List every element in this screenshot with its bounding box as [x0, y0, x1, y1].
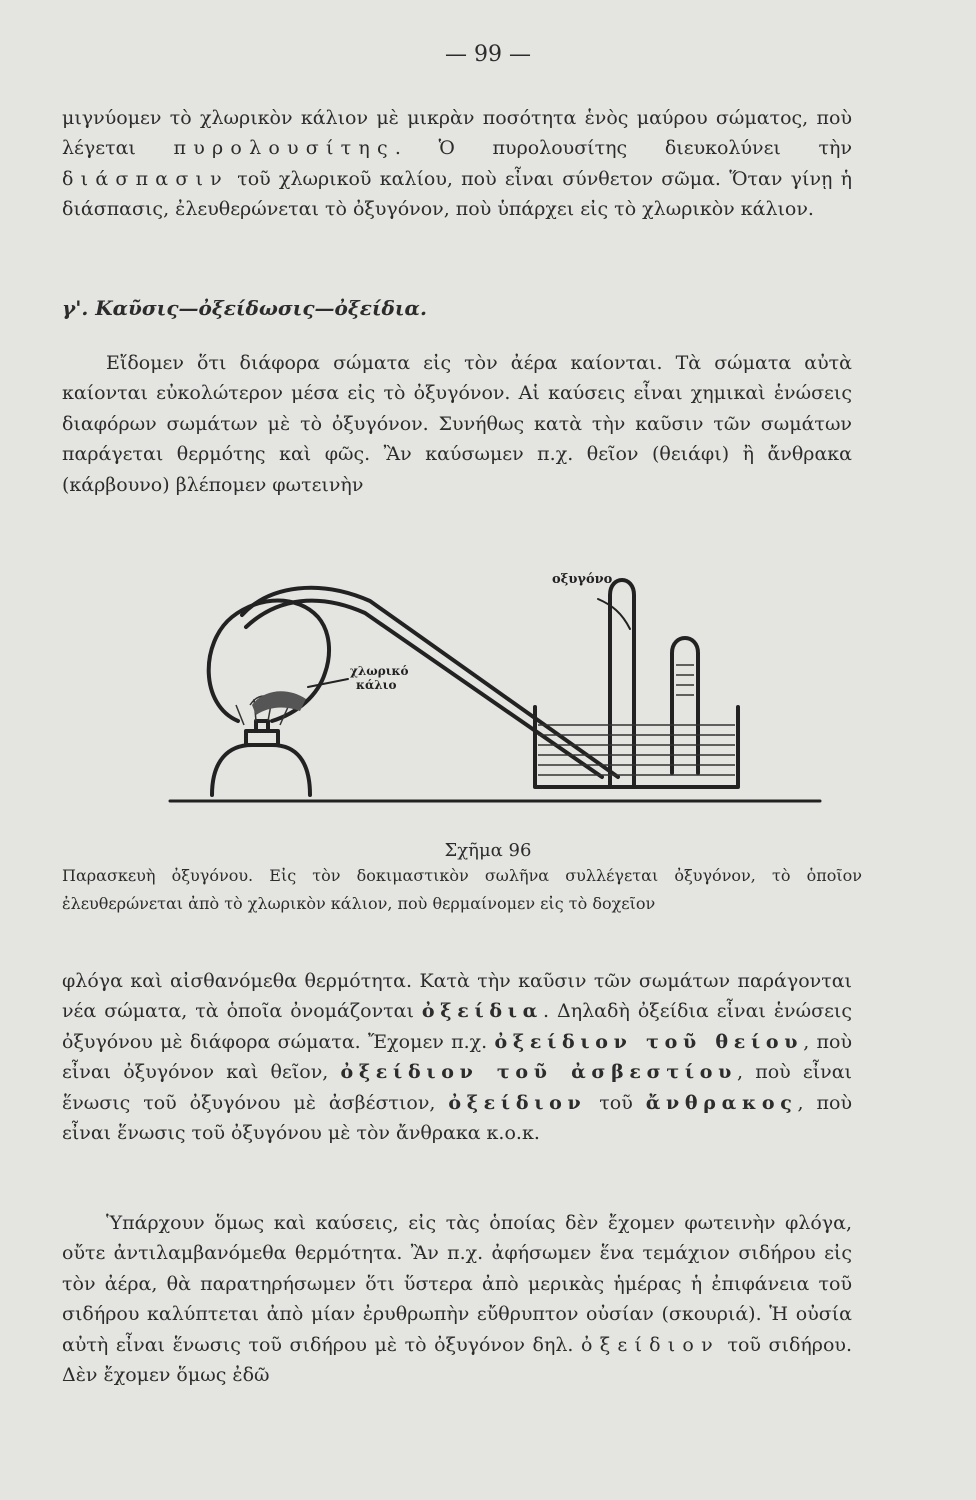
para4-text-b: τοῦ σιδήρου. Δὲν ἔχομεν ὅμως ἐδῶ — [62, 1333, 852, 1387]
para3-text-f: , ποὺ εἶναι ἕνωσις τοῦ ὀξυγόνου μὲ τὸν ἄνθρακα κ.ο.κ. — [62, 1091, 852, 1145]
page-number: — 99 — — [445, 42, 531, 67]
water-lines — [538, 665, 735, 775]
term-decomposition: διάσπασιν — [62, 167, 229, 190]
para3-text-d: , ποὺ εἶναι ἕνωσις τοῦ ὀξυγόνου μὲ ἀσβέστιον, — [62, 1061, 852, 1114]
term-calcium-oxide: ὀξείδιον τοῦ ἀσβεστίου — [340, 1061, 738, 1084]
paragraph-intro — [62, 103, 852, 225]
para4-text-a: Ὑπάρχουν ὅμως καὶ καύσεις, εἰς τὰς ὁποίας δὲν ἔχομεν φωτεινὴν φλόγα, οὔτε ἀντιλαμβανόμεθα θερμότητα. Ἂν π.χ. ἀφήσωμεν ἕνα τεμάχιον σιδήρου εἰς τὸν ἀέρα, θὰ παρατηρήσωμεν ὅτι ὕστερα ἀπὸ μερικὰς ἡμέρας ἡ ἐπιφάνεια τοῦ σιδήρου καλύπτεται ἀπὸ μίαν ἐρυθρωπὴν εὔθρυπτον οὐσίαν (σκουριά). Ἡ οὐσία αὐτὴ εἶναι ἕνωσις τοῦ σιδήρου μὲ τὸ ὀξυγόνον δηλ. — [62, 1212, 852, 1356]
paragraph-combustion: Εἴδομεν ὅτι διάφορα σώματα εἰς τὸν ἀέρα καίονται. Τὰ σώματα αὐτὰ καίονται εὐκολώτερον μέσα εἰς τὸ ὀξυγόνον. Αἱ καύσεις εἶναι χημικαὶ ἑνώσεις διαφόρων σωμάτων μὲ τὸ ὀξυγόνον. Συνήθως κατὰ τὴν καῦσιν τῶν σωμάτων παράγεται θερμότης καὶ φῶς. Ἂν καύσωμεν π.χ. θεῖον (θειάφι) ἢ ἄνθρακα (κάρβουνο) βλέπομεν φωτεινὴν — [62, 352, 852, 496]
term-carbon: ἄνθρακος — [645, 1091, 798, 1114]
label-oxygen: οξυγόνο — [552, 572, 613, 587]
term-oxides: ὀξείδια — [421, 1000, 543, 1023]
para3-text-e: τοῦ — [586, 1091, 646, 1114]
term-sulfur-oxide: ὀξείδιον τοῦ θείου — [494, 1030, 804, 1053]
section-heading: γ'. Καῦσις—ὀξείδωσις—ὀξείδια. — [62, 296, 427, 320]
term-pyrolusite: πυρολουσίτης — [173, 137, 395, 160]
figure-title: Σχῆμα 96 — [444, 840, 532, 861]
potassium-chlorate-powder — [252, 691, 306, 715]
figure-caption: Παρασκευὴ ὀξυγόνου. Εἰς τὸν δοκιμαστικὸν σωλῆνα συλλέγεται ὀξυγόνον, τὸ ὁποῖον ἐλευθερώνεται ἀπὸ τὸ χλωρικὸν κάλιον, ποὺ θερμαίνομεν εἰς τὸ δοχεῖον — [62, 866, 862, 913]
paragraph-oxides — [62, 966, 852, 1148]
term-iron-oxide: ὀξείδιον — [581, 1333, 720, 1356]
para3-text-a: φλόγα καὶ αἰσθανόμεθα θερμότητα. Κατὰ τὴν καῦσιν τῶν σωμάτων παράγονται νέα σώματα, τὰ ὁποῖα ὀνομάζονται — [62, 970, 852, 1023]
apparatus-illustration — [160, 555, 880, 815]
paragraph-slow-oxidation — [62, 1208, 852, 1390]
spare-test-tube — [672, 638, 698, 773]
label-chlorate-line2: κάλιο — [356, 678, 397, 692]
para3-text-b: . Δηλαδὴ ὀξείδια εἶναι ἑνώσεις ὀξυγόνου μὲ διάφορα σώματα. Ἔχομεν π.χ. — [62, 1000, 852, 1053]
para1-text-b: . Ὁ πυρολουσίτης διευκολύνει τὴν — [394, 137, 852, 160]
para1-text-a: μιγνύομεν τὸ χλωρικὸν κάλιον μὲ μικρὰν ποσότητα ἑνὸς μαύρου σώματος, ποὺ λέγεται — [62, 107, 852, 160]
collecting-tube — [610, 580, 634, 787]
figure-oxygen-apparatus — [160, 555, 880, 819]
para1-text-c: τοῦ χλωρικοῦ καλίου, ποὺ εἶναι σύνθετον σῶμα. Ὅταν γίνῃ ἡ διάσπασις, ἐλευθερώνεται τὸ ὀξυγόνον, ποὺ ὑπάρχει εἰς τὸ χλωρικὸν κάλιον. — [62, 167, 852, 221]
term-oxide: ὀξείδιον — [448, 1091, 587, 1114]
label-chlorate-line1: χλωρικό — [350, 664, 409, 678]
para3-text-c: , ποὺ εἶναι ὀξυγόνον καὶ θεῖον, — [62, 1030, 852, 1084]
